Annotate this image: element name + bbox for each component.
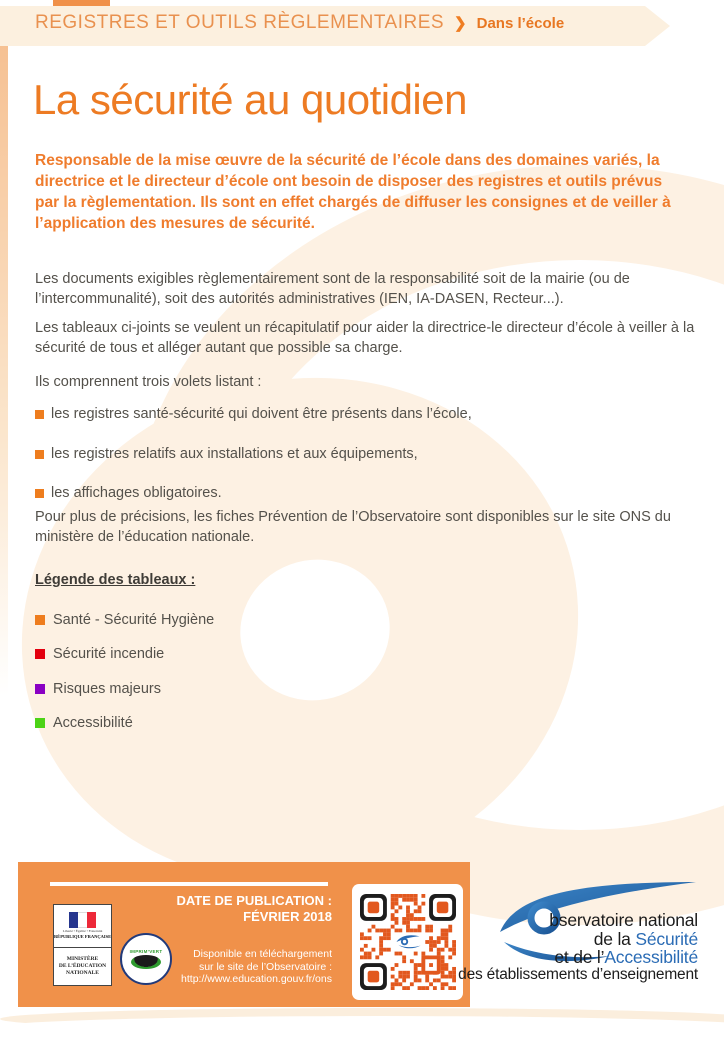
publication-label: DATE DE PUBLICATION :	[176, 893, 332, 908]
paragraph-4: Pour plus de précisions, les fiches Prévention de l’Observatoire sont disponibles sur le site ONS du ministère de l’éducation nationale.	[35, 509, 671, 545]
breadcrumb	[35, 12, 564, 34]
ons-line2-blue: Sécurité	[635, 929, 698, 949]
left-accent-strip	[0, 46, 8, 696]
breadcrumb-label: REGISTRES ET OUTILS RÈGLEMENTAIRES	[35, 12, 445, 33]
download-info	[150, 948, 332, 986]
ons-name-line4: des établissements d’enseignement	[458, 966, 698, 983]
legend-color-swatch	[35, 615, 45, 625]
legend-item	[35, 681, 161, 697]
list-item	[35, 445, 675, 465]
legend-item	[35, 715, 133, 731]
legend-color-swatch	[35, 684, 45, 694]
background-bottom-arc-mask	[0, 1016, 724, 1042]
ons-name-line3	[554, 947, 698, 968]
paragraph-1: Les documents exigibles règlementairement sont de la responsabilité soit de la mairie (ou de l’intercommunalité), soit des autorités administratives (IEN, IA-DASEN, Recteur...).	[35, 271, 630, 307]
top-accent-sliver	[53, 0, 110, 6]
french-flag-icon	[54, 905, 111, 948]
legend-color-swatch	[35, 718, 45, 728]
legend-label: Accessibilité	[53, 715, 133, 731]
publication-value: FÉVRIER 2018	[243, 908, 332, 924]
flag-stripes-icon	[69, 912, 97, 928]
paragraph-3: Ils comprennent trois volets listant :	[35, 374, 262, 390]
download-line-1: Disponible en téléchargement	[193, 948, 332, 960]
bullet-square-icon	[35, 410, 44, 419]
paragraph-2: Les tableaux ci-joints se veulent un récapitulatif pour aider la directrice-le directeur d’école à veiller à la sécurité de tous et alléger autant que possible sa charge.	[35, 320, 695, 356]
ons-line2-black: de la	[593, 929, 636, 949]
qr-code	[352, 884, 463, 1000]
legend-label: Sécurité incendie	[53, 646, 165, 662]
legend-item	[35, 646, 164, 662]
legend-item	[35, 612, 214, 628]
download-line-2: sur le site de l’Observatoire :	[198, 960, 332, 973]
ministry-name-line: DE L’ÉDUCATION	[58, 962, 107, 969]
bullet-square-icon	[35, 450, 44, 459]
legend-heading: Légende des tableaux :	[35, 572, 196, 588]
qr-code-icon	[360, 894, 456, 990]
imprim-vert-label: IMPRIM’VERT	[129, 949, 163, 954]
list-item	[35, 405, 675, 425]
ministry-name	[54, 948, 111, 986]
legend-label: Santé - Sécurité Hygiène	[53, 612, 215, 628]
ministry-logo	[53, 904, 112, 986]
list-item	[35, 484, 675, 504]
publication-date	[150, 893, 332, 924]
ministry-motto: Liberté • Égalité • Fraternité	[62, 929, 103, 934]
ons-logo	[458, 868, 720, 1008]
breadcrumb-section: Dans l’école	[476, 14, 565, 32]
bullet-square-icon	[35, 489, 44, 498]
ons-line3-black: et de l’	[554, 947, 605, 967]
observatory-url-link[interactable]: http://www.education.gouv.fr/ons	[181, 973, 332, 985]
footer-rule	[50, 882, 328, 886]
ministry-republic: RÉPUBLIQUE FRANÇAISE	[53, 934, 112, 940]
ministry-name-line: NATIONALE	[66, 969, 99, 976]
chevron-right-icon: ❯	[454, 15, 467, 32]
page-title: La sécurité au quotidien	[33, 76, 467, 123]
legend-color-swatch	[35, 649, 45, 659]
ministry-name-line: MINISTÈRE	[66, 955, 99, 962]
list-item-text: les affichages obligatoires.	[51, 485, 222, 501]
list-item-text: les registres santé-sécurité qui doivent être présents dans l’école,	[51, 406, 472, 422]
ons-line3-blue: Accessibilité	[604, 947, 698, 967]
legend-label: Risques majeurs	[53, 681, 161, 697]
list-item-text: les registres relatifs aux installations et aux équipements,	[51, 446, 418, 462]
intro-paragraph: Responsable de la mise œuvre de la sécurité de l’école dans des domaines variés, la directrice et le directeur d’école ont besoin de disposer des registres et outils prévus par la règlementation. Ils sont en effet chargés de diffuser les consignes et de veiller à l’application des mesures de sécurité.	[35, 152, 671, 232]
ons-name-line1: bservatoire national	[549, 910, 698, 930]
